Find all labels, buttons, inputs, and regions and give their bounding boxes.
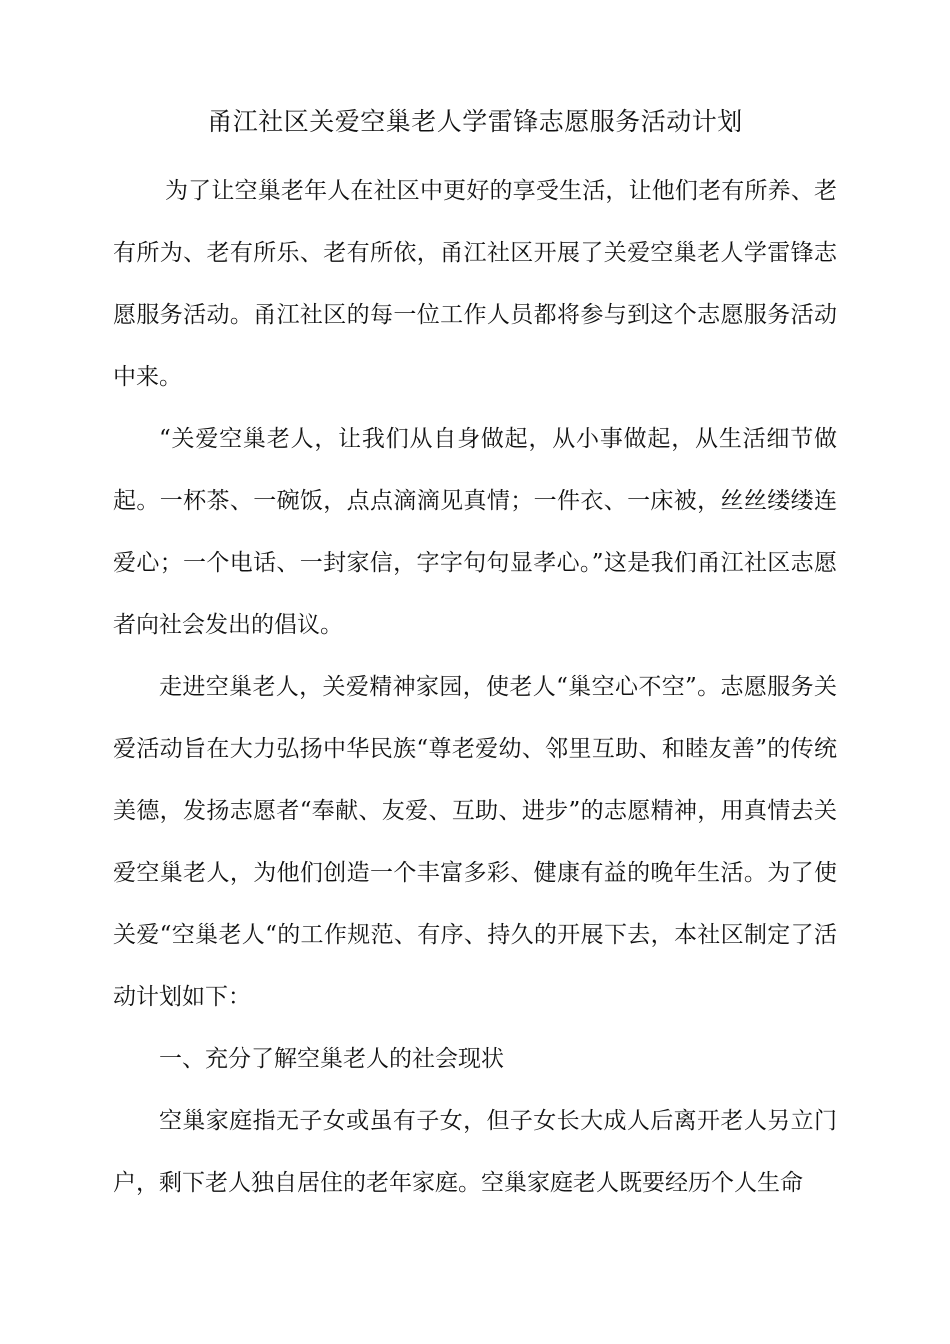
paragraph-initiative: “关爱空巢老人，让我们从自身做起，从小事做起，从生活细节做起。一杯茶、一碗饭，点点滴滴见真情；一件衣、一床被，丝丝缕缕连爱心；一个电话、一封家信，字字句句显孝心。”这是我们甬江社区志愿者向社会发出的倡议。 (113, 426, 837, 638)
paragraph-intro: 为了让空巢老年人在社区中更好的享受生活，让他们老有所养、老有所为、老有所乐、老有所依，甬江社区开展了关爱空巢老人学雷锋志愿服务活动。甬江社区的每一位工作人员都将参与到这个志愿服务活动中来。 (113, 178, 837, 390)
section-heading-1: 一、充分了解空巢老人的社会现状 (159, 1046, 504, 1072)
document-page (113, 102, 837, 1214)
paragraph-definition: 空巢家庭指无子女或虽有子女，但子女长大成人后离开老人另立门户，剩下老人独自居住的老年家庭。空巢家庭老人既要经历个人生命 (113, 1108, 837, 1196)
document-title: 甬江社区关爱空巢老人学雷锋志愿服务活动计划 (207, 107, 743, 136)
paragraph-purpose: 走进空巢老人，关爱精神家园，使老人“巢空心不空”。志愿服务关爱活动旨在大力弘扬中华民族“尊老爱幼、邻里互助、和睦友善”的传统美德，发扬志愿者“奉献、友爱、互助、进步”的志愿精神，用真情去关爱空巢老人，为他们创造一个丰富多彩、健康有益的晚年生活。为了使关爱“空巢老人“的工作规范、有序、持久的开展下去，本社区制定了活动计划如下： (113, 674, 837, 1010)
